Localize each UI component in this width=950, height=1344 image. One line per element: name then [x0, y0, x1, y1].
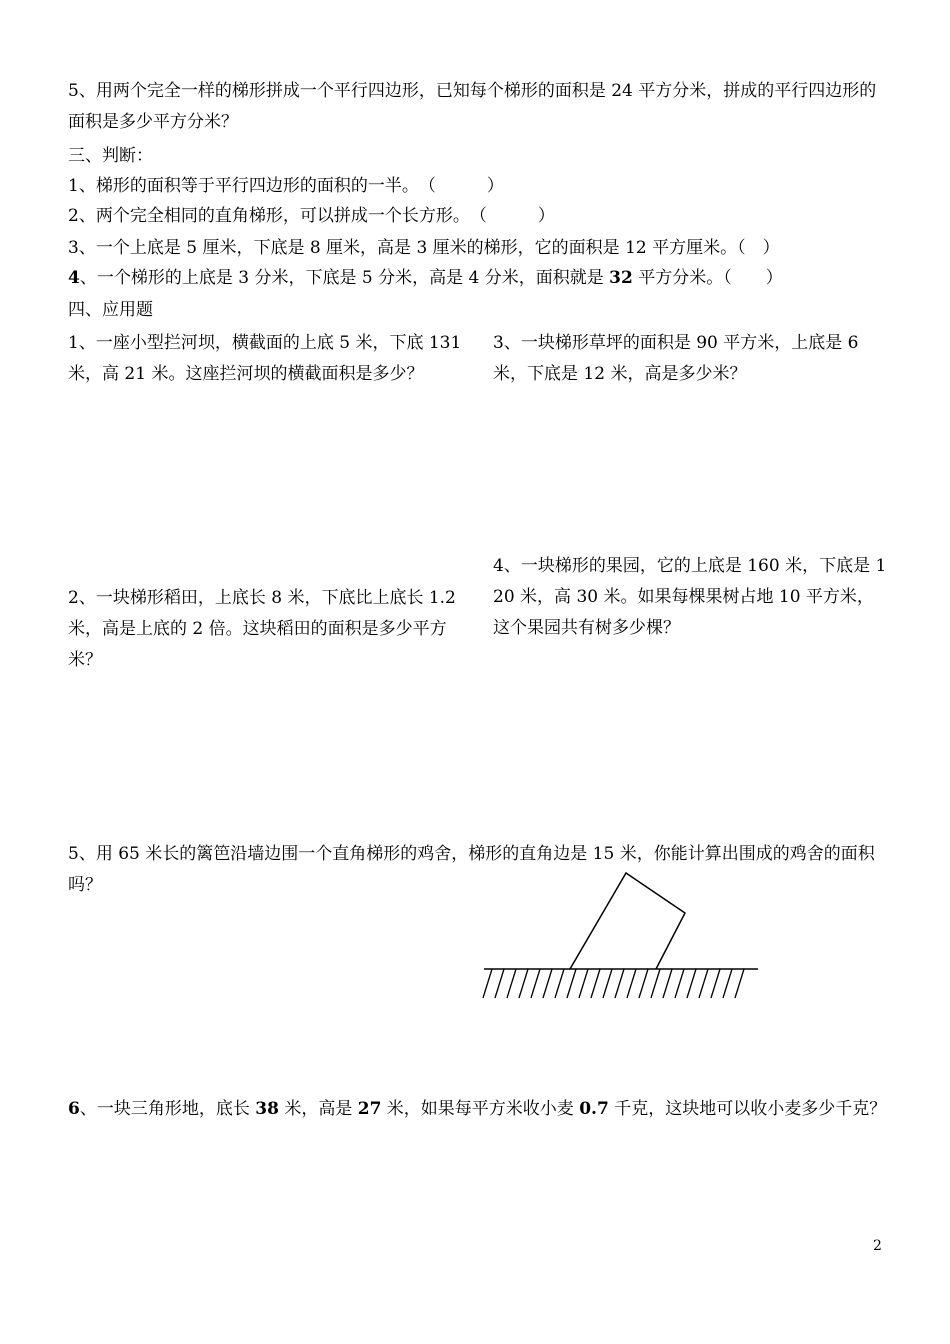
hatch-mark [615, 969, 624, 998]
trapezoid-fence [570, 873, 685, 969]
hatch-mark [735, 969, 744, 998]
wall-hatching [483, 969, 744, 998]
hatch-mark [567, 969, 576, 998]
hatch-mark [675, 969, 684, 998]
chicken-coop-diagram [478, 868, 768, 1008]
hatch-mark [555, 969, 564, 998]
problem-6-base: 38 [255, 1099, 279, 1119]
question-5-top: 5、用两个完全一样的梯形拼成一个平行四边形，已知每个梯形的面积是 24 平方分米，拼成的平行四边形的面积是多少平方分米？ [68, 81, 877, 132]
hatch-mark [651, 969, 660, 998]
problem-4: 4、一块梯形的果园，它的上底是 160 米，下底是 120 米，高 30 米。如果每棵果树占地 10 平方米，这个果园共有树多少棵？ [493, 556, 887, 638]
hatch-mark [687, 969, 696, 998]
problem-6-text-a: 、一块三角形地，底长 [79, 1099, 256, 1119]
judge-item-4 [68, 268, 783, 288]
section-4-heading: 四、应用题 [68, 300, 153, 320]
judge-item-4-text: 、一个梯形的上底是 3 分米，下底是 5 分米，高是 4 分米，面积就是 [79, 268, 610, 288]
problem-5: 5、用 65 米长的篱笆沿墙边围一个直角梯形的鸡舍，梯形的直角边是 15 米，你能计算出围成的鸡舍的面积吗？ [68, 844, 875, 895]
problem-6-number: 6 [68, 1099, 80, 1119]
problem-6-yield: 0.7 [579, 1099, 609, 1119]
problem-6-height: 27 [357, 1099, 382, 1119]
hatch-mark [543, 969, 552, 998]
problem-6-text-g: 千克，这块地可以收小麦多少千克？ [608, 1099, 887, 1119]
page-number: 2 [873, 1238, 882, 1254]
hatch-mark [639, 969, 648, 998]
problem-6-text-e: 米，如果每平方米收小麦 [381, 1099, 580, 1119]
hatch-mark [519, 969, 528, 998]
problem-3: 3、一块梯形草坪的面积是 90 平方米，上底是 6 米，下底是 12 米，高是多少米？ [493, 333, 859, 384]
hatch-mark [711, 969, 720, 998]
judge-item-4-value: 32 [609, 268, 633, 288]
section-3-heading: 三、判断： [68, 146, 153, 166]
problem-1: 1、一座小型拦河坝，横截面的上底 5 米，下底 131 米，高 21 米。这座拦河坝的横截面积是多少？ [68, 333, 462, 384]
problem-2: 2、一块梯形稻田，上底长 8 米，下底比上底长 1.2 米，高是上底的 2 倍。这块稻田的面积是多少平方米？ [68, 588, 456, 670]
hatch-mark [603, 969, 612, 998]
hatch-mark [591, 969, 600, 998]
hatch-mark [531, 969, 540, 998]
hatch-mark [495, 969, 504, 998]
problem-6 [68, 1094, 888, 1125]
hatch-mark [579, 969, 588, 998]
judge-item-2: 2、两个完全相同的直角梯形，可以拼成一个长方形。 （ ） [68, 206, 555, 226]
hatch-mark [627, 969, 636, 998]
problem-6-text-c: 米，高是 [278, 1099, 358, 1119]
judge-item-4-number: 4 [68, 268, 80, 288]
judge-item-4-tail: 平方分米。（ ） [632, 268, 783, 288]
hatch-mark [723, 969, 732, 998]
judge-item-3: 3、一个上底是 5 厘米，下底是 8 厘米，高是 3 厘米的梯形，它的面积是 12 平方厘米。（ ） [68, 238, 780, 258]
hatch-mark [483, 969, 492, 998]
hatch-mark [507, 969, 516, 998]
hatch-mark [699, 969, 708, 998]
judge-item-1: 1、梯形的面积等于平行四边形的面积的一半。 （ ） [68, 176, 504, 196]
hatch-mark [663, 969, 672, 998]
